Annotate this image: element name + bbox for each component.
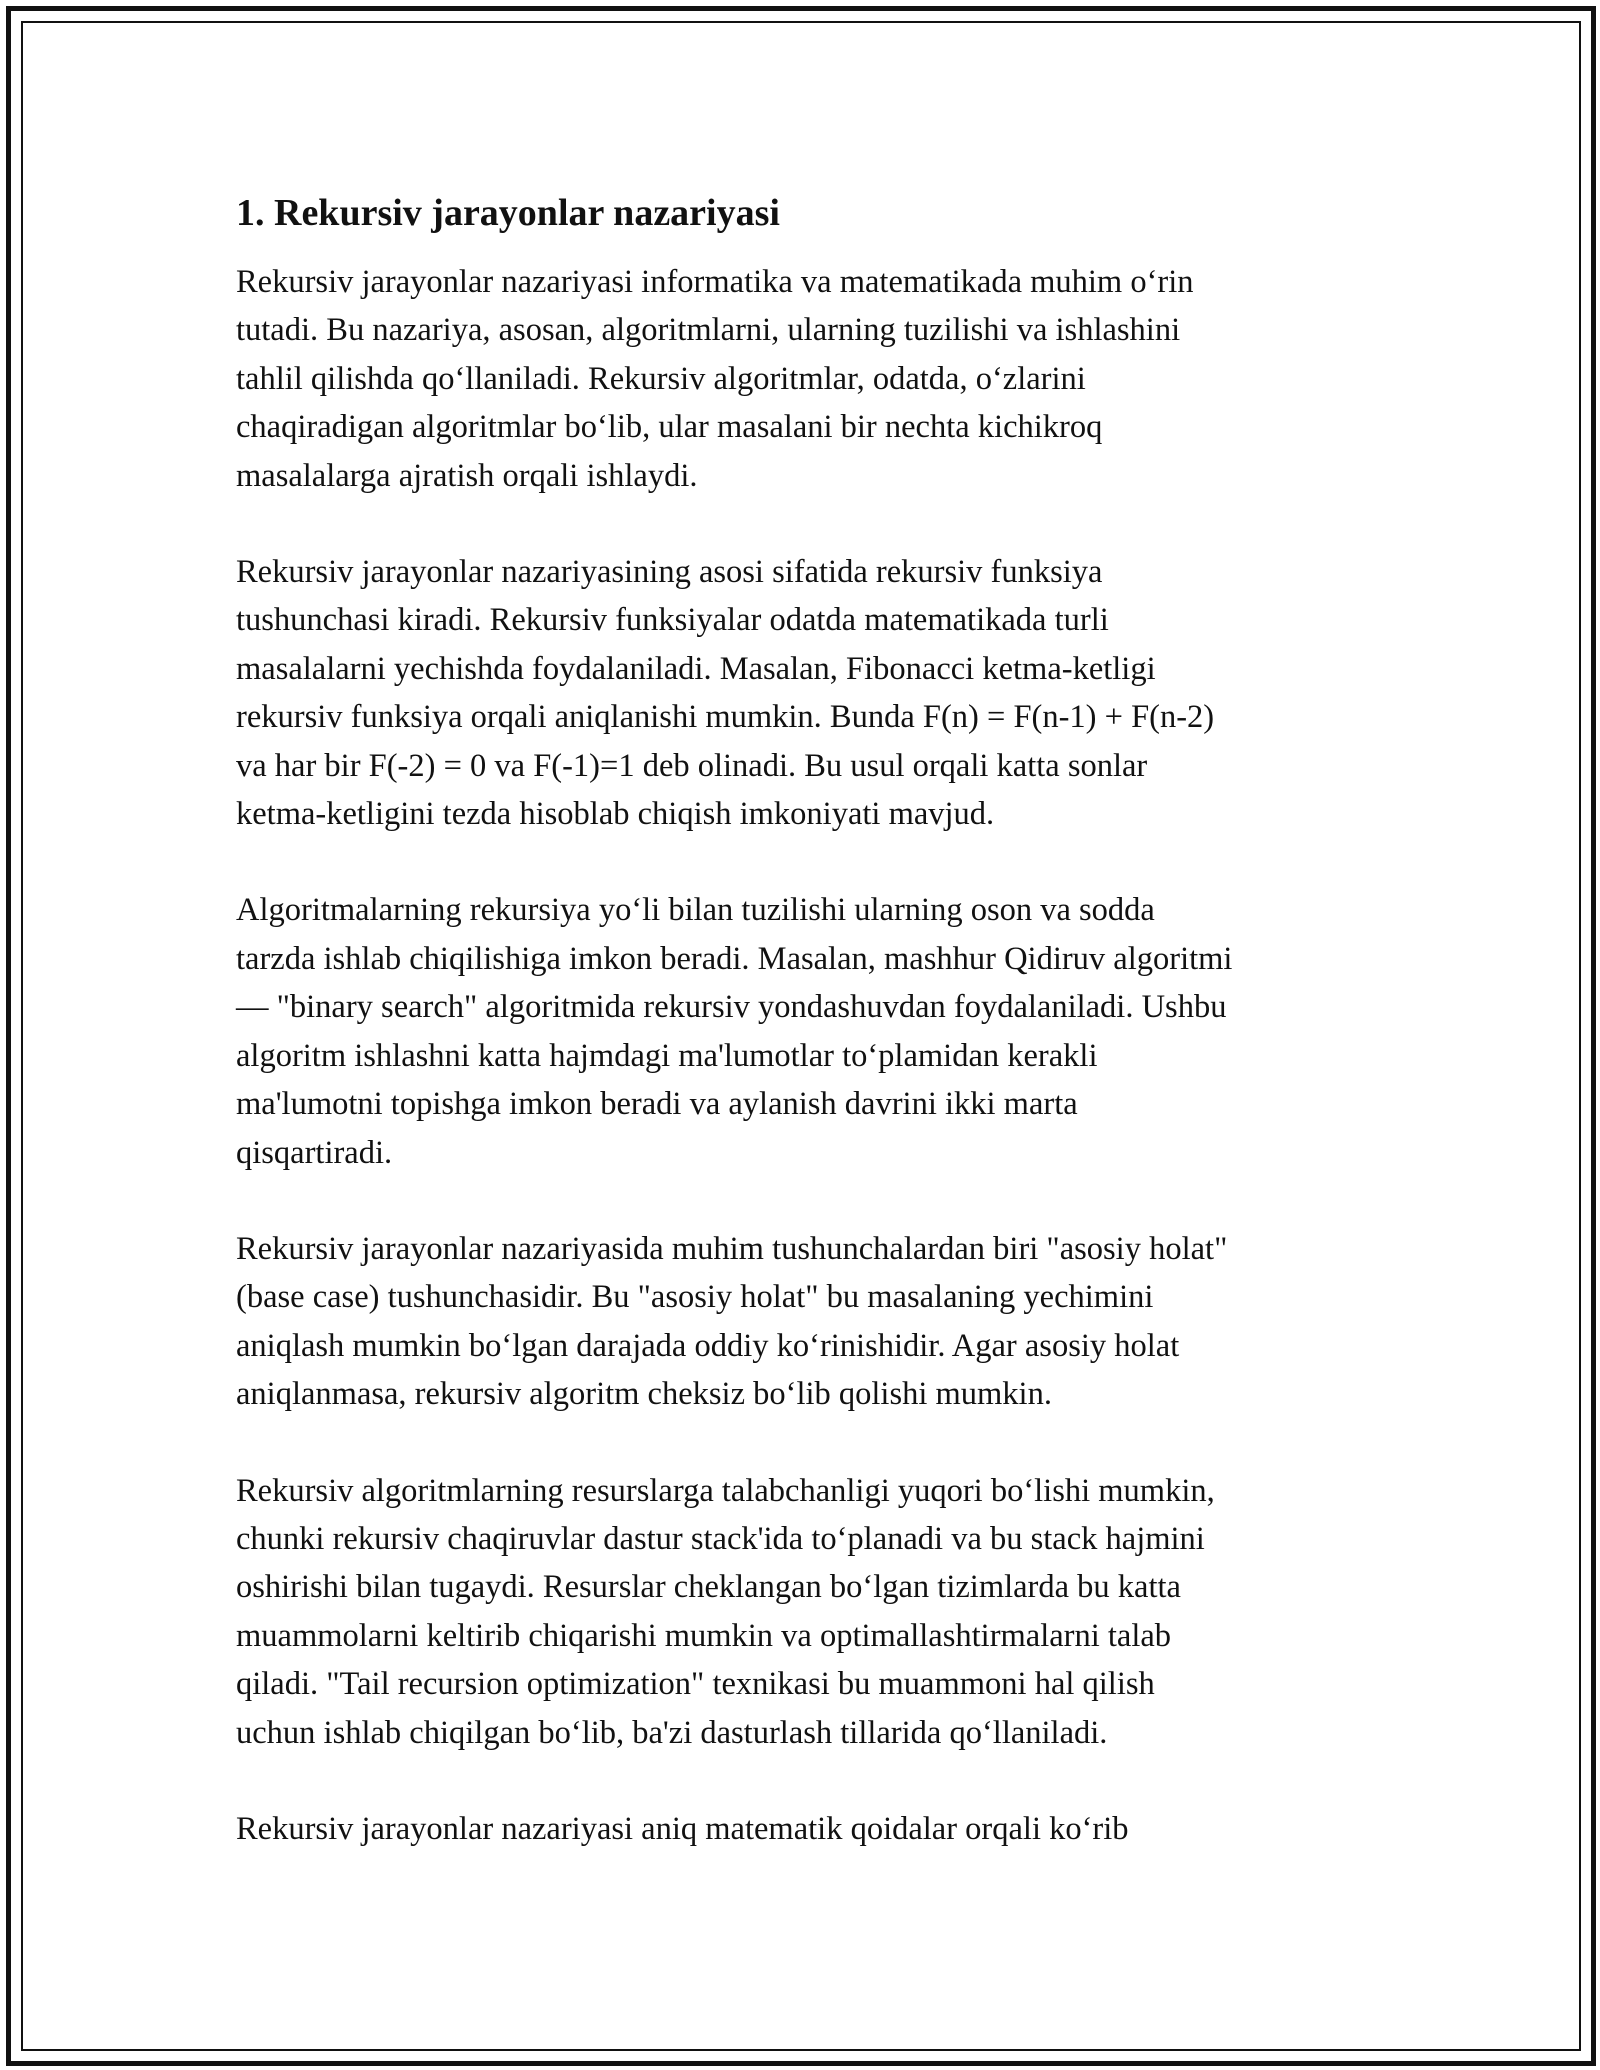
text-line: Rekursiv jarayonlar nazariyasining asosi sifatida rekursiv funksiya <box>236 554 1103 591</box>
paragraph-1 <box>236 258 1368 500</box>
text-line: masalalarga ajratish orqali ishlaydi. <box>236 457 698 494</box>
paragraph-3 <box>236 886 1368 1176</box>
text-line: va har bir F(-2) = 0 va F(-1)=1 deb olinadi. Bu usul orqali katta sonlar <box>236 747 1148 784</box>
document-body <box>236 188 1368 1901</box>
paragraph-6 <box>236 1805 1368 1853</box>
text-line: aniqlash mumkin bo‘lgan darajada oddiy ko‘rinishidir. Agar asosiy holat <box>236 1327 1180 1364</box>
text-line: algoritm ishlashni katta hajmdagi ma'lumotlar to‘plamidan kerakli <box>236 1037 1098 1074</box>
section-title: 1. Rekursiv jarayonlar nazariyasi <box>236 192 780 234</box>
text-line: (base case) tushunchasidir. Bu "asosiy holat" bu masalaning yechimini <box>236 1279 1154 1316</box>
text-line: oshirishi bilan tugaydi. Resurslar cheklangan bo‘lgan tizimlarda bu katta <box>236 1569 1181 1606</box>
text-line: tutadi. Bu nazariya, asosan, algoritmlarni, ularning tuzilishi va ishlashini <box>236 312 1181 349</box>
text-line: ma'lumotni topishga imkon beradi va aylanish davrini ikki marta <box>236 1086 1078 1123</box>
text-line: tahlil qilishda qo‘llaniladi. Rekursiv algoritmlar, odatda, o‘zlarini <box>236 360 1086 397</box>
text-line: aniqlanmasa, rekursiv algoritm cheksiz bo‘lib qolishi mumkin. <box>236 1376 1052 1413</box>
text-line: chaqiradigan algoritmlar bo‘lib, ular masalani bir nechta kichikroq <box>236 409 1103 446</box>
text-line: Algoritmalarning rekursiya yo‘li bilan tuzilishi ularning oson va sodda <box>236 892 1155 929</box>
text-line: qiladi. "Tail recursion optimization" texnikasi bu muammoni hal qilish <box>236 1666 1155 1703</box>
text-line: tarzda ishlab chiqilishiga imkon beradi. Masalan, mashhur Qidiruv algoritmi <box>236 940 1233 977</box>
text-line: Rekursiv jarayonlar nazariyasi informatika va matematikada muhim o‘rin <box>236 264 1194 300</box>
text-line: muammolarni keltirib chiqarishi mumkin va optimallashtirmalarni talab <box>236 1617 1172 1654</box>
text-line: uchun ishlab chiqilgan bo‘lib, ba'zi dasturlash tillarida qo‘llaniladi. <box>236 1714 1108 1751</box>
paragraph-4 <box>236 1225 1368 1419</box>
text-line: ketma-ketligini tezda hisoblab chiqish imkoniyati mavjud. <box>236 796 995 833</box>
text-line: rekursiv funksiya orqali aniqlanishi mumkin. Bunda F(n) = F(n-1) + F(n-2) <box>236 699 1215 736</box>
paragraph-2 <box>236 548 1368 838</box>
text-line: qisqartiradi. <box>236 1134 393 1171</box>
text-line: tushunchasi kiradi. Rekursiv funksiyalar odatda matematikada turli <box>236 602 1109 639</box>
text-line: Rekursiv jarayonlar nazariyasida muhim tushunchalardan biri "asosiy holat" <box>236 1230 1228 1267</box>
text-line: — "binary search" algoritmida rekursiv yondashuvdan foydalaniladi. Ushbu <box>236 989 1227 1026</box>
text-line: chunki rekursiv chaqiruvlar dastur stack'ida to‘planadi va bu stack hajmini <box>236 1520 1205 1557</box>
text-line: Rekursiv jarayonlar nazariyasi aniq matematik qoidalar orqali ko‘rib <box>236 1810 1129 1847</box>
text-line: Rekursiv algoritmlarning resurslarga talabchanligi yuqori bo‘lishi mumkin, <box>236 1472 1215 1509</box>
text-line: masalalarni yechishda foydalaniladi. Masalan, Fibonacci ketma-ketligi <box>236 650 1156 687</box>
paragraph-5 <box>236 1467 1368 1757</box>
